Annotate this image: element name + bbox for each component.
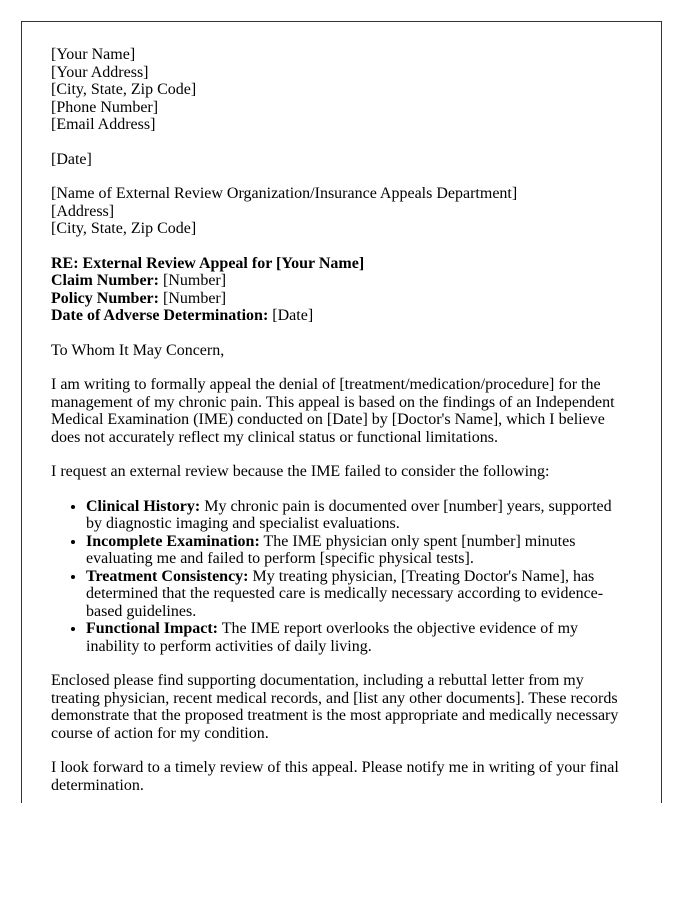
body-paragraph-closing: I look forward to a timely review of this appeal. Please notify me in writing of your final determination. [51, 759, 619, 794]
list-item-functional-impact [86, 620, 631, 655]
body-paragraph-appeal: I am writing to formally appeal the denial of [treatment/medication/procedure] for the management of my chronic pain. This appeal is based on the findings of an Independent Medical Examination (IME) conducted on [Date] by [Doctor's Name], which I believe does not accurately reflect my clinical status or functional limitations. [51, 376, 615, 446]
clinical-history-label: Clinical History: [86, 497, 201, 515]
date-line: [Date] [51, 150, 92, 168]
salutation: To Whom It May Concern, [51, 341, 225, 359]
list-item-incomplete-examination [86, 533, 631, 568]
recipient-city-state-zip: [City, State, Zip Code] [51, 220, 197, 237]
policy-number-line [51, 290, 631, 308]
sender-address: [Your Address] [51, 63, 149, 81]
treatment-consistency-label: Treatment Consistency: [86, 567, 249, 585]
body-paragraph-request: I request an external review because the IME failed to consider the following: [51, 463, 550, 480]
adverse-determination-label: Date of Adverse Determination: [51, 307, 269, 324]
list-item-treatment-consistency [86, 568, 631, 621]
functional-impact-text: The IME report overlooks the objective evidence of my inability to perform activities of daily living. [86, 620, 579, 655]
clinical-history-text: My chronic pain is documented over [number] years, supported by diagnostic imaging and specialist evaluations. [86, 497, 612, 532]
adverse-determination-value: [Date] [268, 307, 314, 324]
recipient-organization: [Name of External Review Organization/Insurance Appeals Department] [51, 185, 518, 202]
sender-phone: [Phone Number] [51, 98, 159, 116]
list-item-clinical-history [86, 498, 631, 533]
subject-re-label: RE: External Review Appeal for [Your Name] [51, 254, 365, 272]
subject-re-line [51, 255, 631, 273]
claim-number-line [51, 272, 631, 290]
claim-number-label: Claim Number: [51, 272, 159, 289]
sender-city-state-zip: [City, State, Zip Code] [51, 81, 197, 98]
functional-impact-label: Functional Impact: [86, 620, 218, 637]
body-paragraph-enclosed: Enclosed please find supporting documentation, including a rebuttal letter from my treating physician, recent medical records, and [list any other documents]. These records demonstrate that the proposed treatment is the most appropriate and medically necessary course of action for my condition. [51, 672, 619, 742]
sender-email: [Email Address] [51, 116, 156, 133]
recipient-address-block [51, 185, 631, 238]
treatment-consistency-text: My treating physician, [Treating Doctor's Name], has determined that the requested care is medically necessary according to evidence-based guidelines. [86, 567, 604, 620]
appeal-reasons-list [51, 498, 631, 656]
sender-name: [Your Name] [51, 46, 136, 63]
adverse-determination-line [51, 307, 631, 325]
policy-number-value: [Number] [158, 289, 227, 307]
sender-address-block [51, 46, 631, 134]
incomplete-examination-label: Incomplete Examination: [86, 532, 260, 550]
policy-number-label: Policy Number: [51, 289, 159, 307]
claim-number-value: [Number] [158, 272, 227, 289]
letter-page [21, 21, 662, 803]
incomplete-examination-text: The IME physician only spent [number] minutes evaluating me and failed to perform [specific physical tests]. [86, 532, 576, 567]
subject-block [51, 255, 631, 325]
recipient-address: [Address] [51, 202, 115, 220]
